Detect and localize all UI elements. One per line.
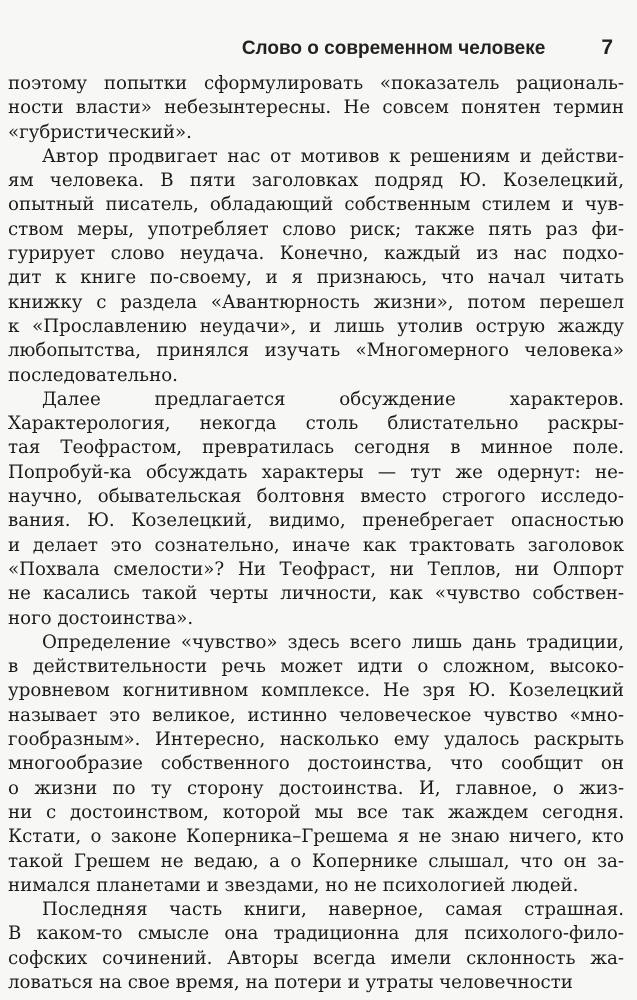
text-line: В каком-то смысле она традиционна для психолого-фило- — [8, 923, 624, 945]
body-text — [8, 72, 624, 995]
text-line: книжку с раздела «Авантюрность жизни», потом перешел — [8, 291, 624, 313]
paragraph — [8, 145, 624, 388]
text-line: Характерология, некогда столь блистательно раскры- — [8, 413, 624, 435]
text-line: уровневом когнитивном комплексе. Не зря Ю. Козелецкий — [8, 680, 624, 702]
text-line: не касались такой черты личности, как «чувство собствен- — [8, 583, 624, 605]
text-line: Автор продвигает нас от мотивов к решениям и действи- — [42, 145, 624, 167]
text-line: Попробуй-ка обсуждать характеры — тут же одернут: не- — [8, 461, 624, 483]
text-line: любопытства, принялся изучать «Многомерного человека» — [8, 340, 624, 362]
paragraph — [8, 631, 624, 898]
text-line: о жизни по ту сторону достоинства. И, главное, о жиз- — [8, 777, 624, 799]
page-number: 7 — [601, 36, 613, 59]
text-line: Последняя часть книги, наверное, самая страшная. — [42, 899, 624, 921]
running-header — [24, 36, 613, 64]
text-line: научно, обывательская болтовня вместо строгого исследо- — [8, 486, 624, 508]
text-line: дит к книге по-своему, и я признаюсь, что начал читать — [8, 267, 624, 289]
text-line: поэтому попытки сформулировать «показатель рациональ- — [8, 73, 624, 94]
text-line: гурирует слово неудача. Конечно, каждый из нас подхо- — [8, 243, 624, 265]
text-line: ного достоинства». — [8, 607, 194, 629]
paragraph — [8, 72, 624, 145]
text-line: софских сочинений. Авторы всегда имели склонность жа- — [8, 947, 624, 969]
running-title: Слово о современном человеке — [241, 38, 546, 59]
text-line: «Похвала смелости»? Ни Теофраст, ни Теплов, ни Олпорт — [8, 558, 624, 580]
text-line: такой Грешем не ведаю, а о Копернике слышал, что он за- — [8, 850, 624, 872]
text-line: Определение «чувство» здесь всего лишь дань традиции, — [42, 631, 624, 653]
text-line: Кстати, о законе Коперника–Грешема я не знаю ничего, кто — [8, 826, 624, 848]
text-line: опытный писатель, обладающий собственным стилем и чув- — [8, 194, 624, 216]
text-line: ям человека. В пяти заголовках подряд Ю. Козелецкий, — [8, 170, 624, 192]
text-line: гообразным». Интересно, насколько ему удалось раскрыть — [8, 729, 624, 751]
text-line: к «Прославлению неудачи», и лишь утолив острую жажду — [8, 315, 624, 337]
text-line: многообразие собственного достоинства, что сообщит он — [8, 753, 624, 775]
text-line: вания. Ю. Козелецкий, видимо, пренебрегает опасностью — [8, 510, 624, 532]
text-line: нимался планетами и звездами, но не психологией людей. — [8, 874, 579, 896]
paragraph — [8, 898, 624, 995]
text-line: и делает это сознательно, иначе как трактовать заголовок — [8, 534, 624, 556]
text-line: Далее предлагается обсуждение характеров. — [42, 388, 624, 410]
text-line: ности власти» небезынтересны. Не совсем понятен термин — [8, 97, 624, 119]
text-line: тая Теофрастом, превратилась сегодня в минное поле. — [8, 437, 624, 459]
text-line: ством меры, употребляет слово риск; также пять раз фи- — [8, 218, 624, 240]
paragraph — [8, 388, 624, 631]
text-line: называет это великое, истинно человеческое чувство «мно- — [8, 704, 624, 726]
text-line: последовательно. — [8, 364, 178, 386]
text-line: ловаться на свое время, на потери и утраты человечности — [8, 971, 573, 993]
text-line: в действительности речь может идти о сложном, высоко- — [8, 656, 624, 678]
text-line: «губристический». — [8, 121, 192, 143]
text-line: ни с достоинством, которой мы все так жаждем сегодня. — [8, 801, 624, 823]
